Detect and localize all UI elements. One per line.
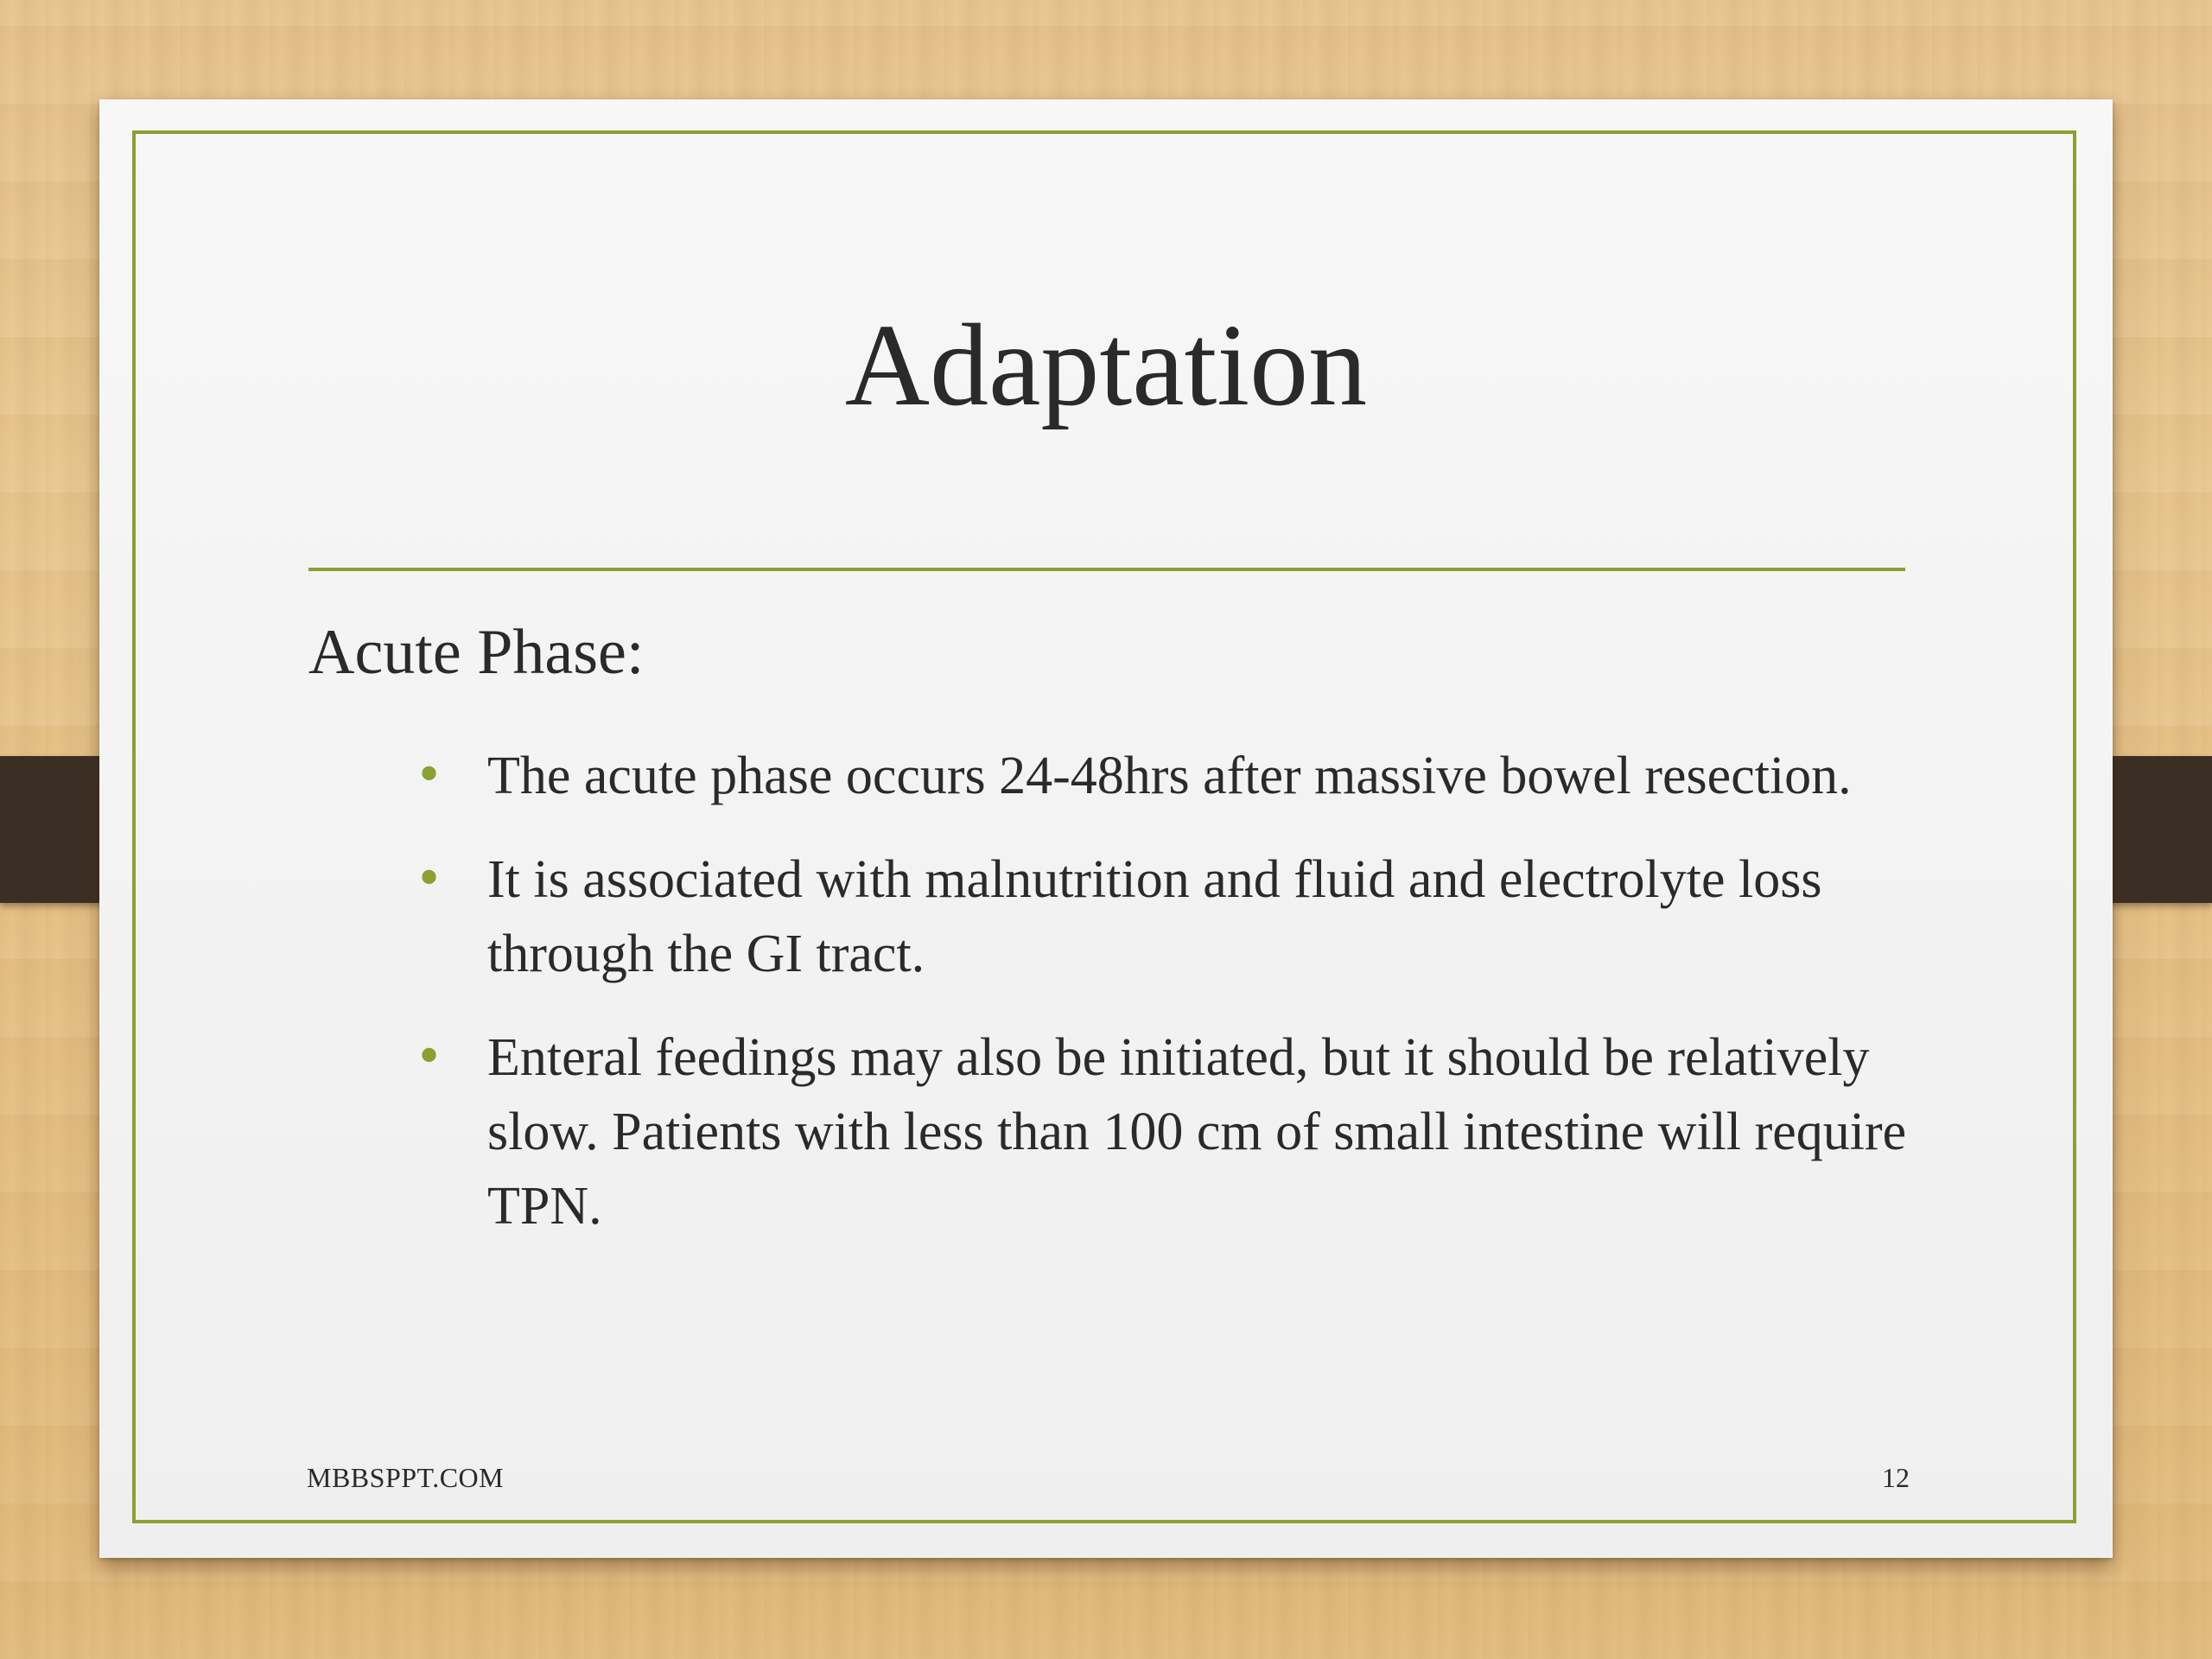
bullet-text: It is associated with malnutrition and fluid and electrolyte loss through the GI tract.	[487, 850, 1822, 983]
page-number: 12	[1882, 1462, 1910, 1493]
section-heading: Acute Phase:	[308, 617, 645, 688]
bullet-text: Enteral feedings may also be initiated, but it should be relatively slow. Patients with less than 100 cm of small intestine will require TPN.	[487, 1028, 1907, 1236]
bullet-item	[415, 739, 1936, 813]
bullet-list	[415, 739, 1936, 1273]
bullet-item	[415, 842, 1936, 991]
footer-source: MBBSPPT.COM	[307, 1462, 505, 1493]
title-divider	[308, 568, 1905, 571]
bullet-icon: •	[415, 851, 444, 907]
bullet-icon: •	[415, 1029, 444, 1085]
bullet-icon: •	[415, 747, 444, 804]
bullet-text: The acute phase occurs 24-48hrs after massive bowel resection.	[487, 747, 1852, 805]
bullet-item	[415, 1020, 1936, 1243]
slide-title: Adaptation	[844, 301, 1368, 430]
